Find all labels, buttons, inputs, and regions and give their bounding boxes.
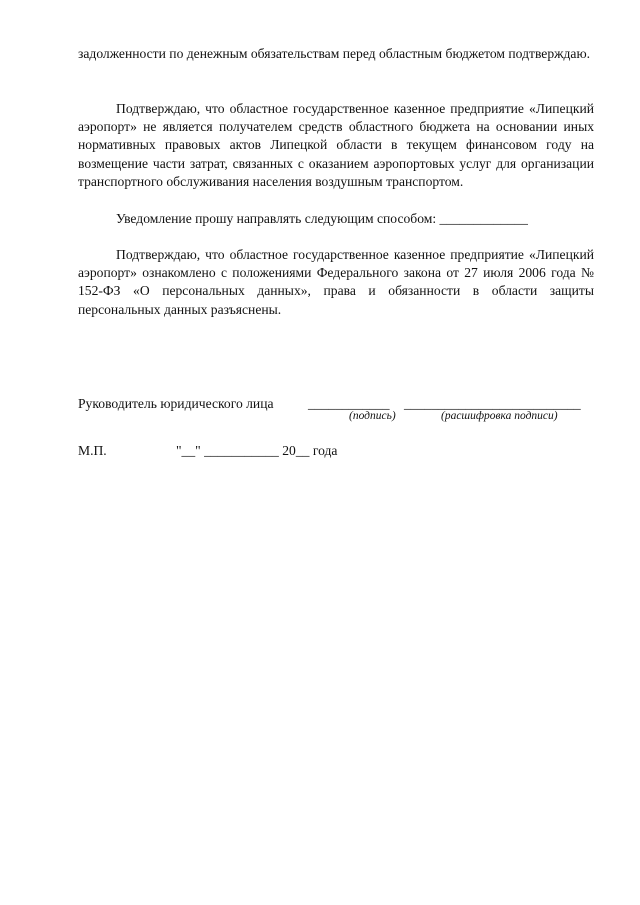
signature-caption: (подпись) [349,410,396,422]
signature-decoding-line: __________________________ [404,396,581,411]
paragraph-notification-method: Уведомление прошу направлять следующим способом: _____________ [116,211,528,226]
signature-line: ____________ [308,396,390,411]
signature-label: Руководитель юридического лица [78,396,274,411]
paragraph-budget-funds-confirmation: Подтверждаю, что областное государственное казенное предприятие «Липецкий аэропорт» не является получателем средств областного бюджета на основании иных нормативных правовых актов Липецкой области в текущем финансовом году на возмещение части затрат, связанных с оказанием аэропортовых услуг для организации транспортного обслуживания населения воздушным транспортом. [78,101,594,189]
stamp-label: М.П. [78,443,107,458]
paragraph-debt-confirmation: задолженности по денежным обязательствам перед областным бюджетом подтверждаю. [78,46,591,61]
signature-decoding-caption: (расшифровка подписи) [441,410,558,422]
date-line: "__" ___________ 20__ года [176,443,338,458]
paragraph-personal-data-confirmation: Подтверждаю, что областное государственное казенное предприятие «Липецкий аэропорт» ознакомлено с положениями Федерального закона от 27 июля 2006 года № 152-ФЗ «О персональных данных», права и обязанности в области защиты персональных данных разъяснены. [78,247,594,317]
